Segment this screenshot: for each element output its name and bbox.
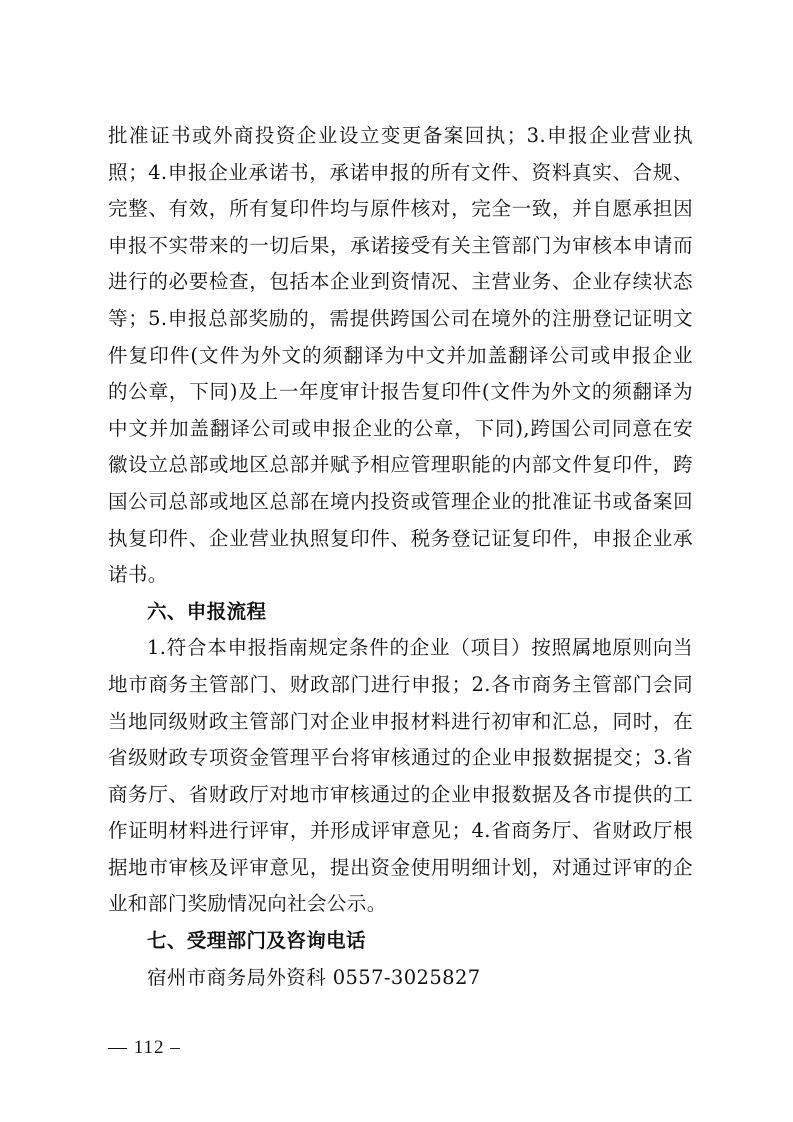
page-number: — 112 –	[108, 1037, 181, 1058]
section-heading-contact-department: 七、受理部门及咨询电话	[147, 929, 366, 953]
paragraph-application-process: 1.符合本申报指南规定条件的企业（项目）按照属地原则向当地市商务主管部门、财政部门进行申报；2.各市商务主管部门会同当地同级财政主管部门对企业申报材料进行初审和汇总，同时，在省级财政专项资金管理平台将审核通过的企业申报数据提交；3.省商务厅、省财政厅对地市审核通过的企业申报数据及各市提供的工作证明材料进行评审，并形成评审意见；4.省商务厅、省财政厅根据地市审核及评审意见，提出资金使用明细计划，对通过评审的企业和部门奖励情况向社会公示。	[108, 636, 693, 916]
contact-line: 宿州市商务局外资科 0557-3025827	[147, 965, 481, 989]
section-heading-application-process: 六、申报流程	[147, 599, 267, 623]
paragraph-materials-list: 批准证书或外商投资企业设立变更备案回执；3.申报企业营业执照；4.申报企业承诺书，承诺申报的所有文件、资料真实、合规、完整、有效，所有复印件均与原件核对，完全一致，并自愿承担因申报不实带来的一切后果，承诺接受有关主管部门为审核本申请而进行的必要检查，包括本企业到资情况、主营业务、企业存续状态等；5.申报总部奖励的，需提供跨国公司在境外的注册登记证明文件复印件(文件为外文的须翻译为中文并加盖翻译公司或申报企业的公章，下同)及上一年度审计报告复印件(文件为外文的须翻译为中文并加盖翻译公司或申报企业的公章，下同),跨国公司同意在安徽设立总部或地区总部并赋予相应管理职能的内部文件复印件，跨国公司总部或地区总部在境内投资或管理企业的批准证书或备案回执复印件、企业营业执照复印件、税务登记证复印件，申报企业承诺书。	[108, 124, 693, 587]
document-page	[108, 118, 693, 996]
